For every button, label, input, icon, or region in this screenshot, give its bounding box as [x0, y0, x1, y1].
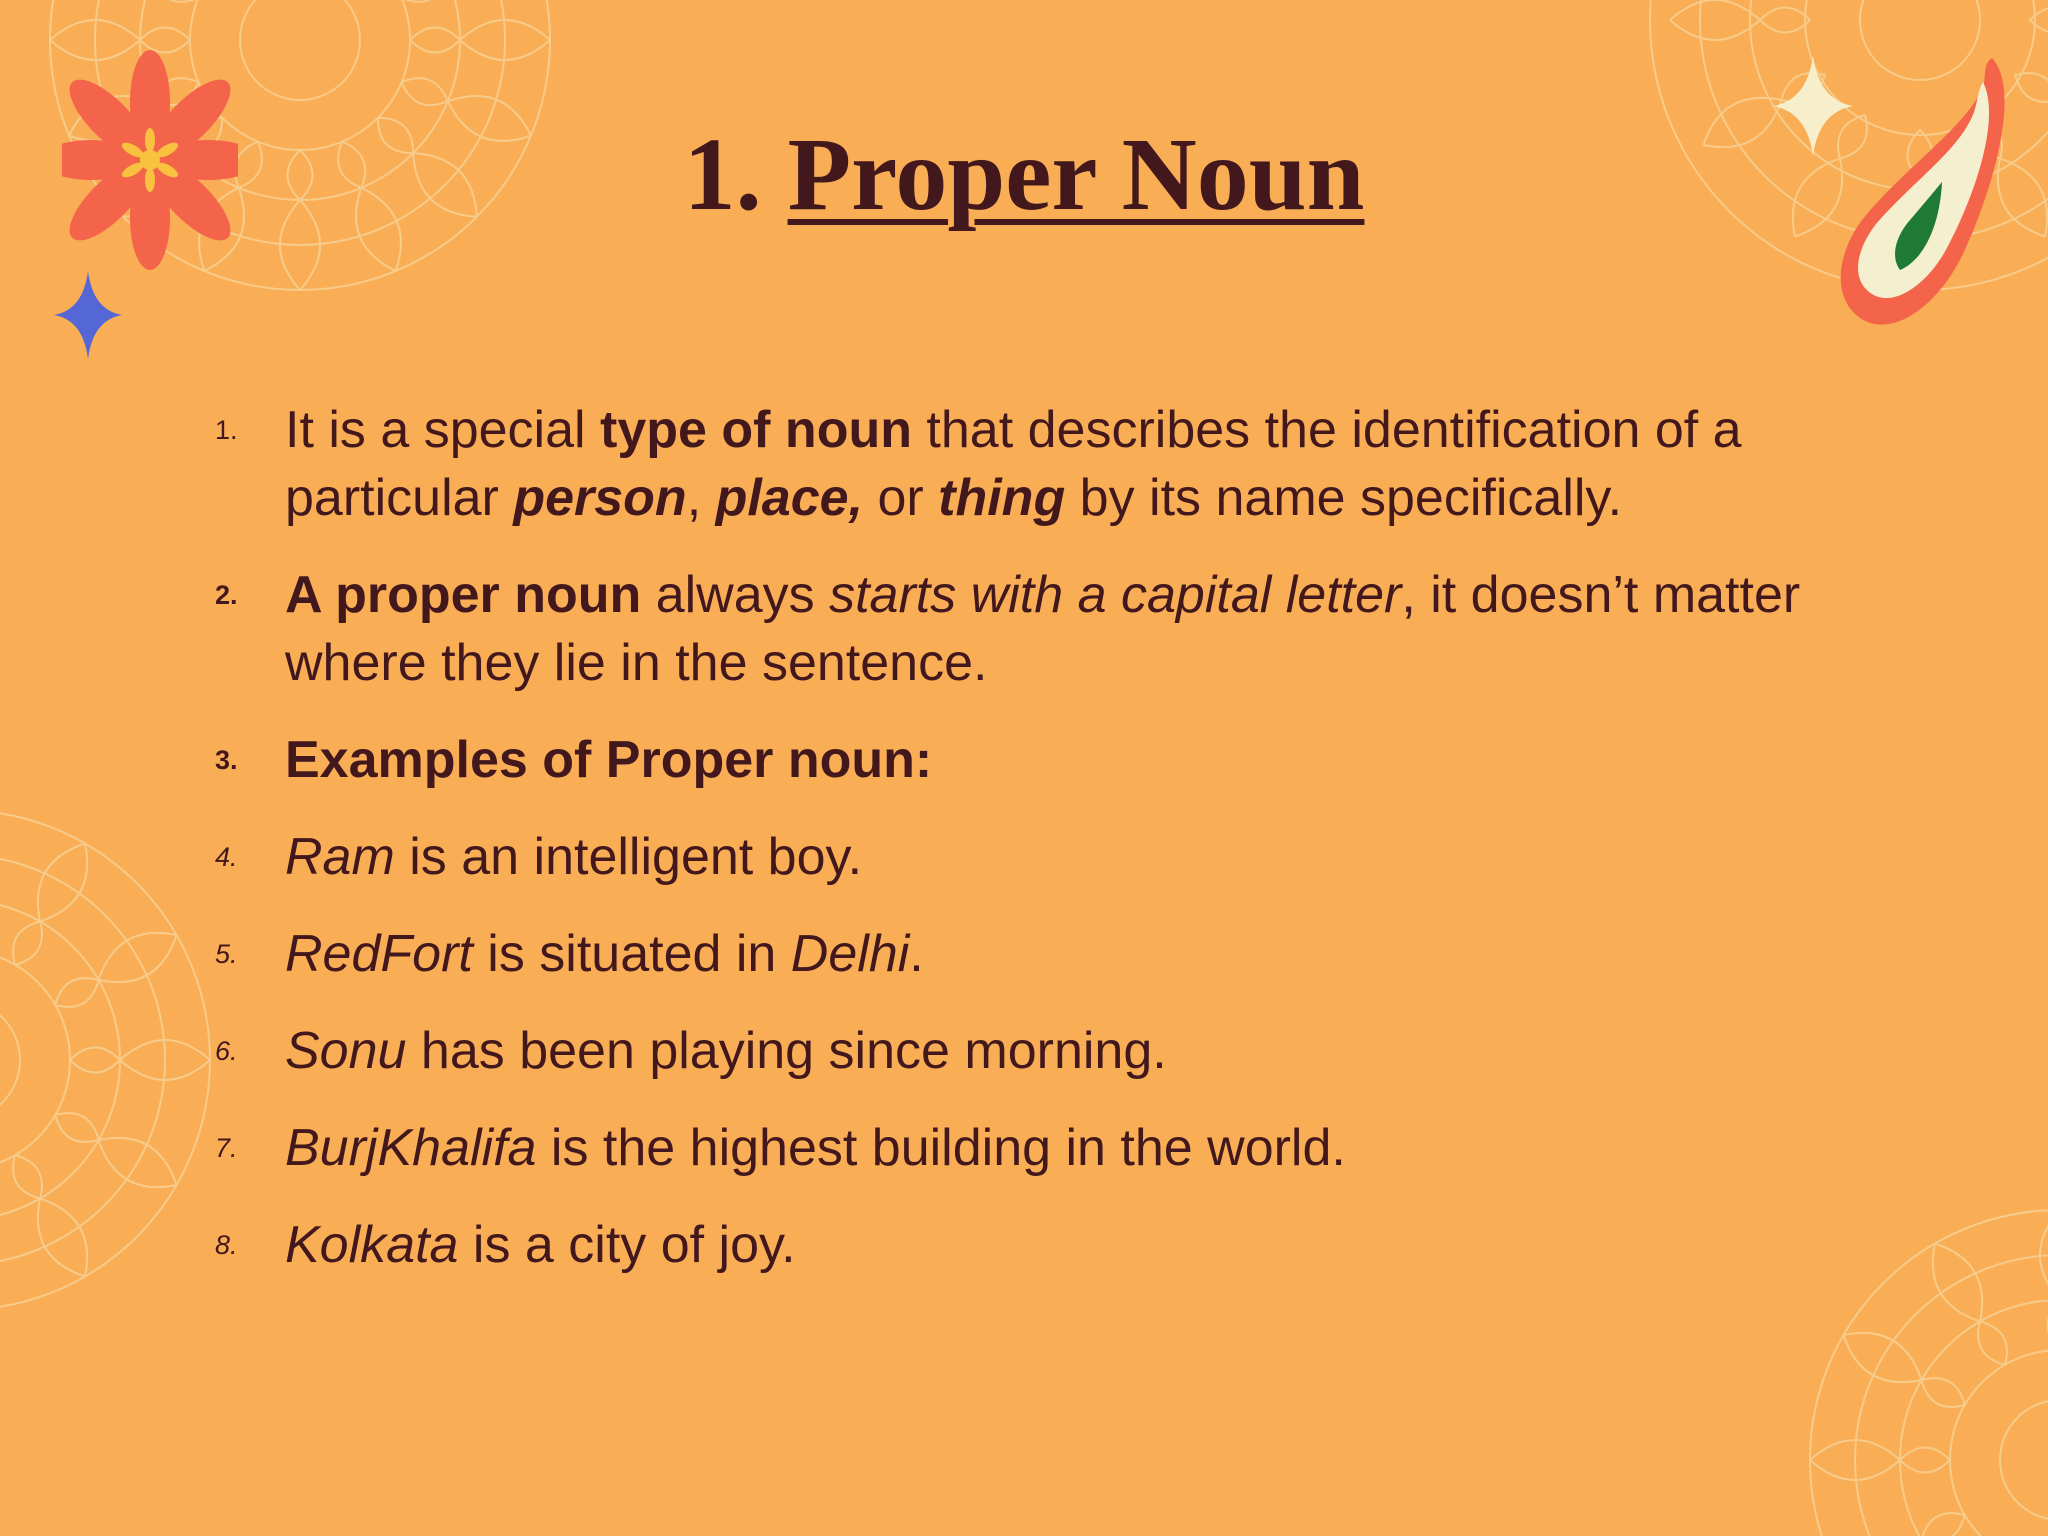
list-number: 2. — [215, 580, 238, 610]
text-segment-italic: RedFort — [285, 925, 473, 983]
list-number: 1. — [215, 415, 238, 445]
text-segment-bold: Examples of Proper noun: — [285, 731, 933, 789]
text-segment: that describes the identification of a particular — [285, 401, 1742, 527]
text-segment: by its name specifically. — [1065, 469, 1623, 527]
list-number: 6. — [215, 1036, 238, 1066]
text-segment: , it doesn’t matter where they lie in the sentence. — [285, 566, 1801, 692]
text-segment-bold: type of noun — [600, 401, 912, 459]
content-list — [215, 396, 1855, 1308]
text-segment: is an intelligent boy. — [394, 828, 863, 886]
list-item-1 — [215, 396, 1855, 532]
text-segment-italic: BurjKhalifa — [285, 1119, 537, 1177]
list-item-7 — [215, 1114, 1855, 1182]
mandala-pattern-bottom-left — [0, 800, 220, 1320]
text-segment-italic: Kolkata — [285, 1216, 459, 1274]
page-title — [0, 118, 2048, 232]
list-item-3 — [215, 726, 1855, 794]
text-segment: always — [641, 566, 830, 624]
text-segment: is a city of joy. — [458, 1216, 796, 1274]
text-segment: or — [863, 469, 939, 527]
list-number: 8. — [215, 1230, 238, 1260]
list-item-2 — [215, 561, 1855, 697]
list-number: 5. — [215, 939, 238, 969]
title-text: Proper Noun — [787, 117, 1365, 232]
list-item-8 — [215, 1211, 1855, 1279]
list-number: 3. — [215, 745, 238, 775]
text-segment: . — [909, 925, 924, 983]
list-number: 7. — [215, 1133, 238, 1163]
text-segment: is situated in — [472, 925, 791, 983]
list-number: 4. — [215, 842, 238, 872]
text-segment-bold: A proper noun — [285, 566, 642, 624]
text-segment-italic: Delhi — [790, 925, 910, 983]
text-segment: is the highest building in the world. — [536, 1119, 1346, 1177]
text-segment-bold-italic: place, — [715, 469, 864, 527]
text-segment-italic: Ram — [285, 828, 395, 886]
text-segment-italic: starts with a capital letter — [829, 566, 1402, 624]
text-segment-bold-italic: person — [513, 469, 687, 527]
sparkle-star-icon-blue — [52, 270, 124, 360]
list-item-5 — [215, 920, 1855, 988]
title-number: 1. — [683, 117, 762, 232]
list-item-6 — [215, 1017, 1855, 1085]
text-segment: , — [686, 469, 716, 527]
text-segment-bold-italic: thing — [938, 469, 1066, 527]
list-item-4 — [215, 823, 1855, 891]
text-segment-italic: Sonu — [285, 1022, 407, 1080]
text-segment: It is a special — [285, 401, 601, 459]
text-segment: has been playing since morning. — [406, 1022, 1167, 1080]
